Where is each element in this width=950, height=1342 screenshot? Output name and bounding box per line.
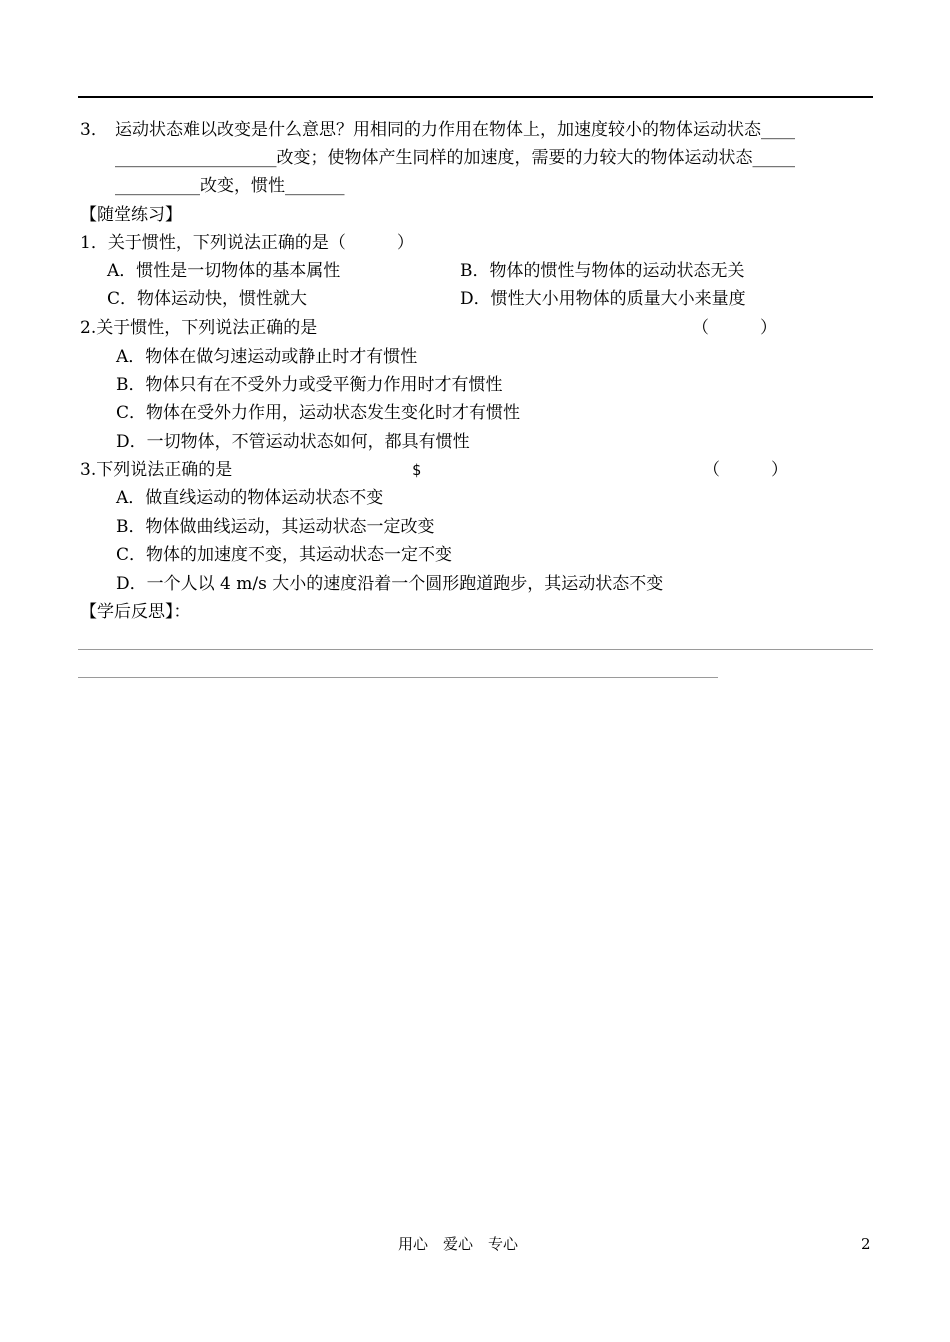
practice-q3-option-c: C．物体的加速度不变，其运动状态一定不变 — [116, 545, 453, 565]
q3-line-3: __________改变，惯性_______ — [115, 176, 345, 196]
reflection-heading: 【学后反思】： — [80, 602, 191, 622]
practice-q3-option-a: A．做直线运动的物体运动状态不变 — [116, 488, 384, 508]
practice-q2-stem: 2.关于惯性，下列说法正确的是 — [80, 318, 318, 338]
header-rule — [78, 96, 873, 98]
page-number: 2 — [861, 1235, 871, 1253]
practice-q2-answer-paren: （ ） — [692, 318, 777, 338]
q3-line-2: ___________________改变；使物体产生同样的加速度，需要的力较大的物体运动状态_____ — [115, 148, 795, 168]
reflection-line-1 — [78, 649, 873, 650]
practice-q1-option-a: A．惯性是一切物体的基本属性 — [107, 261, 341, 281]
practice-q3-dollar-mark: $ — [412, 461, 422, 479]
practice-q1-option-c: C．物体运动快，惯性就大 — [107, 289, 308, 309]
q3-number: 3． — [80, 120, 108, 140]
practice-q3-answer-paren: （ ） — [703, 460, 788, 480]
practice-q1-option-b: B．物体的惯性与物体的运动状态无关 — [460, 261, 745, 281]
practice-q2-option-a: A．物体在做匀速运动或静止时才有惯性 — [116, 347, 418, 367]
practice-q2-option-b: B．物体只有在不受外力或受平衡力作用时才有惯性 — [116, 375, 503, 395]
practice-q1-stem: 1．关于惯性，下列说法正确的是（ ） — [80, 233, 414, 253]
practice-q2-option-d: D．一切物体，不管运动状态如何，都具有惯性 — [116, 432, 470, 452]
reflection-line-2 — [78, 677, 718, 678]
practice-q2-option-c: C．物体在受外力作用，运动状态发生变化时才有惯性 — [116, 403, 521, 423]
q3-line-1: 运动状态难以改变是什么意思？用相同的力作用在物体上，加速度较小的物体运动状态____ — [115, 120, 795, 140]
practice-heading: 【随堂练习】 — [80, 205, 182, 225]
practice-q3-option-d: D．一个人以 4 m/s 大小的速度沿着一个圆形跑道跑步，其运动状态不变 — [116, 574, 664, 594]
practice-q1-option-d: D．惯性大小用物体的质量大小来量度 — [460, 289, 746, 309]
footer-motto: 用心 爱心 专心 — [398, 1235, 519, 1253]
practice-q3-option-b: B．物体做曲线运动，其运动状态一定改变 — [116, 517, 435, 537]
practice-q3-stem: 3.下列说法正确的是 — [80, 460, 233, 480]
